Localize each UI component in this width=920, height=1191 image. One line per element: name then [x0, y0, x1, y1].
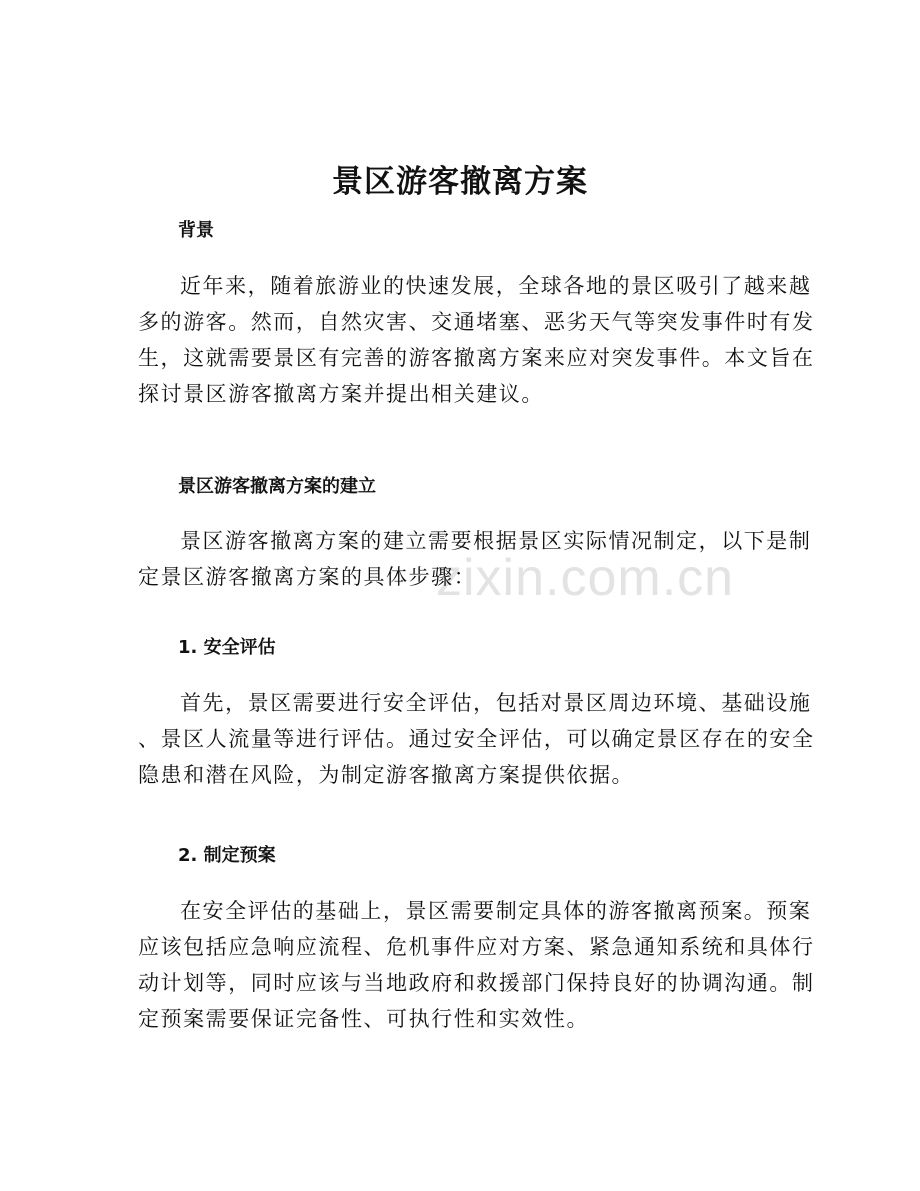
page-title: 景区游客撤离方案	[332, 164, 588, 200]
paragraph	[138, 268, 815, 412]
text-line: 定预案需要保证完备性、可执行性和实效性。	[138, 1007, 589, 1031]
section-heading: 景区游客撤离方案的建立	[178, 476, 376, 497]
text-line: 多的游客。然而，自然灾害、交通堵塞、恶劣天气等突发事件时有发	[138, 310, 815, 334]
text-line: 动计划等，同时应该与当地政府和救援部门保持良好的协调沟通。制	[138, 971, 815, 995]
text-line: 、景区人流量等进行评估。通过安全评估，可以确定景区存在的安全	[138, 727, 815, 751]
text-line: 在安全评估的基础上，景区需要制定具体的游客撤离预案。预案	[180, 899, 812, 923]
text-line: 定景区游客撤离方案的具体步骤：	[138, 565, 477, 589]
text-line: 首先，景区需要进行安全评估，包括对景区周边环境、基础设施	[180, 691, 812, 715]
text-line: 景区游客撤离方案的建立需要根据景区实际情况制定，以下是制	[180, 529, 812, 553]
section-heading: 背景	[178, 220, 214, 241]
paragraph	[138, 685, 815, 793]
section-heading: 1. 安全评估	[178, 637, 276, 658]
paragraph	[138, 523, 812, 595]
section-heading: 2. 制定预案	[178, 845, 276, 866]
text-line: 隐患和潜在风险，为制定游客撤离方案提供依据。	[138, 763, 635, 787]
text-line: 探讨景区游客撤离方案并提出相关建议。	[138, 382, 544, 406]
watermark: zixin.com.cn	[436, 549, 735, 607]
text-line: 应该包括应急响应流程、危机事件应对方案、紧急通知系统和具体行	[138, 935, 815, 959]
paragraph	[138, 893, 815, 1037]
text-line: 生，这就需要景区有完善的游客撤离方案来应对突发事件。本文旨在	[138, 346, 815, 370]
text-line: 近年来，随着旅游业的快速发展，全球各地的景区吸引了越来越	[180, 274, 812, 298]
